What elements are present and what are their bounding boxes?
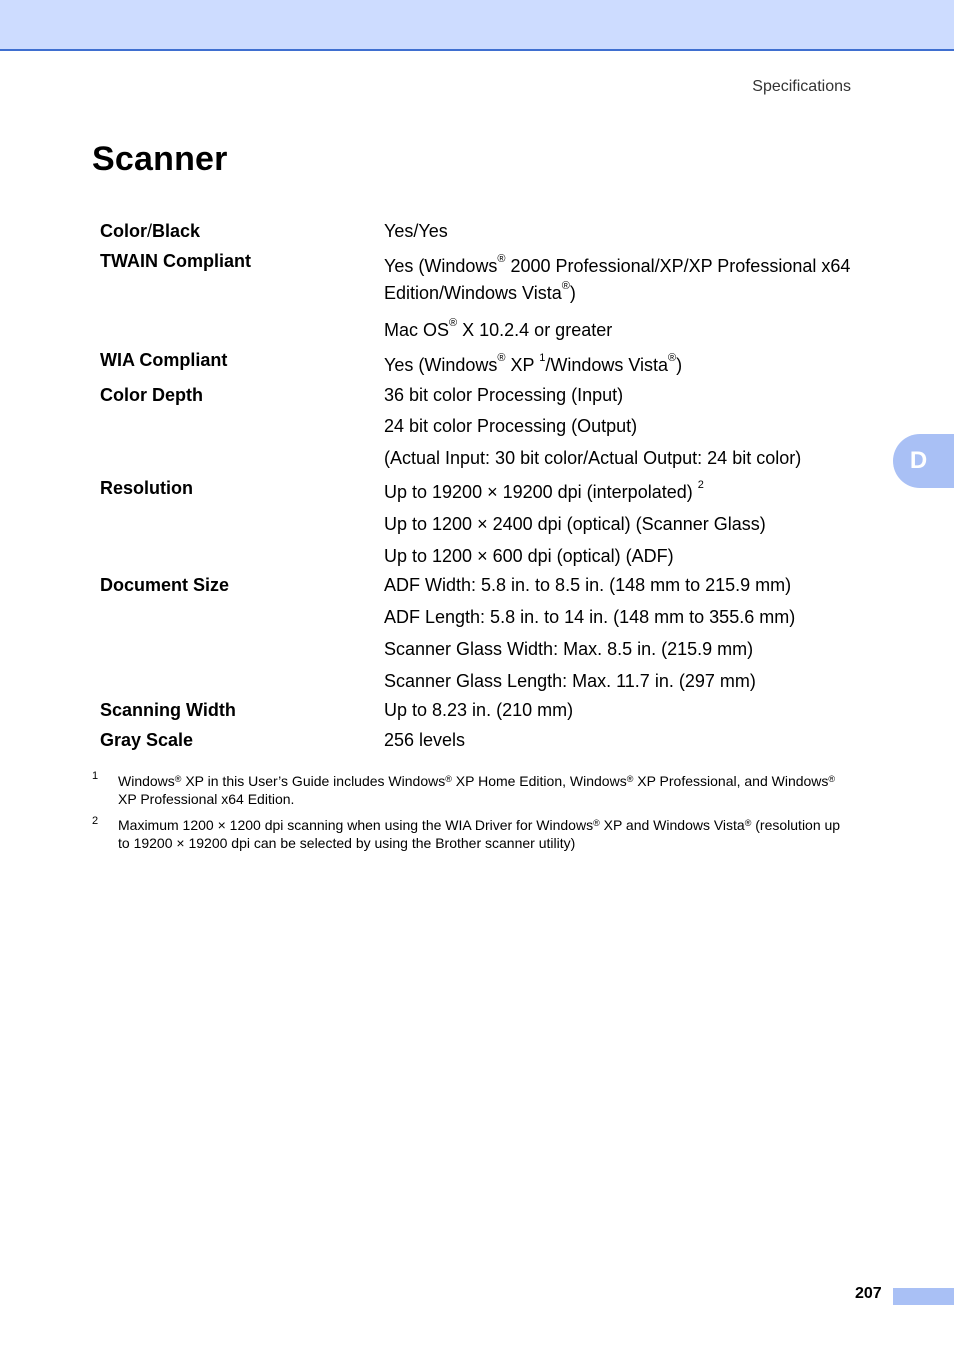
- spec-value-resolution-2: [384, 514, 766, 535]
- text: XP in this User’s Guide includes Windows: [181, 773, 446, 789]
- text: 2400 dpi (optical) (Scanner Glass): [487, 514, 766, 534]
- label-separator: /: [147, 221, 153, 241]
- text: Windows: [118, 773, 175, 789]
- registered-mark: ®: [626, 774, 634, 784]
- times-symbol: ×: [487, 482, 498, 502]
- text: XP Professional x64 Edition.: [118, 791, 295, 807]
- times-symbol: ×: [176, 835, 185, 851]
- page-title: Scanner: [92, 140, 228, 178]
- spec-value-color-black: Yes/Yes: [384, 221, 448, 241]
- spec-value-color-depth-3: (Actual Input: 30 bit color/Actual Output: 24 bit color): [384, 448, 802, 468]
- registered-mark: ®: [828, 774, 836, 784]
- text: ): [676, 355, 683, 375]
- text: XP and Windows Vista: [599, 817, 745, 833]
- spec-value-document-size-4: Scanner Glass Length: Max. 11.7 in. (297 mm): [384, 671, 756, 691]
- spec-value-twain-line1: [384, 253, 851, 277]
- spec-value-scanning-width: Up to 8.23 in. (210 mm): [384, 700, 574, 720]
- spec-label-resolution: Resolution: [100, 478, 193, 498]
- page-number: 207: [855, 1285, 882, 1302]
- spec-label-twain: TWAIN Compliant: [100, 251, 251, 271]
- spec-value-resolution-3: [384, 546, 674, 567]
- spec-value-wia: [384, 352, 683, 376]
- text: 1200 dpi scanning when using the WIA Driver for Windows: [225, 817, 594, 833]
- footnote-ref[interactable]: 2: [697, 479, 704, 491]
- text: 19200 dpi can be selected by using the Brother scanner utility): [184, 835, 576, 851]
- spec-value-color-depth-1: 36 bit color Processing (Input): [384, 385, 624, 405]
- text: Maximum 1200: [118, 817, 218, 833]
- text: X 10.2.4 or greater: [457, 320, 613, 340]
- registered-mark: ®: [561, 280, 570, 292]
- spec-value-document-size-1: ADF Width: 5.8 in. to 8.5 in. (148 mm to 215.9 mm): [384, 575, 792, 595]
- times-symbol: ×: [477, 546, 488, 566]
- registered-mark: ®: [497, 253, 506, 265]
- label-part: Color: [100, 221, 147, 241]
- text: Yes (Windows: [384, 256, 498, 276]
- registered-mark: ®: [744, 818, 752, 828]
- spec-label-document-size: Document Size: [100, 575, 230, 595]
- registered-mark: ®: [497, 352, 506, 364]
- registered-mark: ®: [445, 774, 452, 784]
- registered-mark: ®: [668, 352, 677, 364]
- spec-value-gray-scale: 256 levels: [384, 730, 466, 750]
- section-header: Specifications: [752, 78, 851, 95]
- page-number-bar: [893, 1288, 954, 1305]
- times-symbol: ×: [477, 514, 488, 534]
- label-part: Black: [152, 221, 201, 241]
- registered-mark: ®: [449, 317, 458, 329]
- text: Up to 1200: [384, 546, 478, 566]
- chapter-tab[interactable]: D: [893, 434, 954, 488]
- text: Mac OS: [384, 320, 450, 340]
- registered-mark: ®: [593, 818, 600, 828]
- spec-value-document-size-2: ADF Length: 5.8 in. to 14 in. (148 mm to 355.6 mm): [384, 607, 796, 627]
- footnote-ref[interactable]: 1: [539, 352, 546, 364]
- spec-value-twain-line2: [384, 280, 576, 304]
- footnote-1: [118, 772, 884, 808]
- footnote-number-2: 2: [92, 815, 99, 827]
- times-symbol: ×: [217, 817, 226, 833]
- header-bar: [0, 0, 954, 51]
- text: ): [569, 283, 576, 303]
- spec-label-gray-scale: Gray Scale: [100, 730, 194, 750]
- text: to 19200: [118, 835, 177, 851]
- text: XP: [505, 355, 540, 375]
- footnote-number-1: 1: [92, 770, 99, 782]
- text: 600 dpi (optical) (ADF): [487, 546, 674, 566]
- spec-label-wia: WIA Compliant: [100, 350, 228, 370]
- text: XP Professional, and Windows: [633, 773, 829, 789]
- text: Edition/Windows Vista: [384, 283, 562, 303]
- spec-value-document-size-3: Scanner Glass Width: Max. 8.5 in. (215.9 mm): [384, 639, 754, 659]
- text: Up to 1200: [384, 514, 478, 534]
- text: 19200 dpi (interpolated): [497, 482, 698, 502]
- spec-label-color-black: [100, 221, 200, 242]
- spec-value-color-depth-2: 24 bit color Processing (Output): [384, 416, 638, 436]
- text: 2000 Professional/XP/XP Professional x64: [505, 256, 851, 276]
- text: (resolution up: [751, 817, 841, 833]
- spec-value-twain-mac: [384, 317, 613, 341]
- spec-label-scanning-width: Scanning Width: [100, 700, 236, 720]
- text: XP Home Edition, Windows: [451, 773, 627, 789]
- text: Yes (Windows: [384, 355, 498, 375]
- footnote-2: [118, 816, 884, 852]
- spec-label-color-depth: Color Depth: [100, 385, 203, 405]
- registered-mark: ®: [174, 774, 182, 784]
- spec-value-resolution-1: [384, 479, 704, 503]
- text: Up to 19200: [384, 482, 488, 502]
- text: /Windows Vista: [545, 355, 669, 375]
